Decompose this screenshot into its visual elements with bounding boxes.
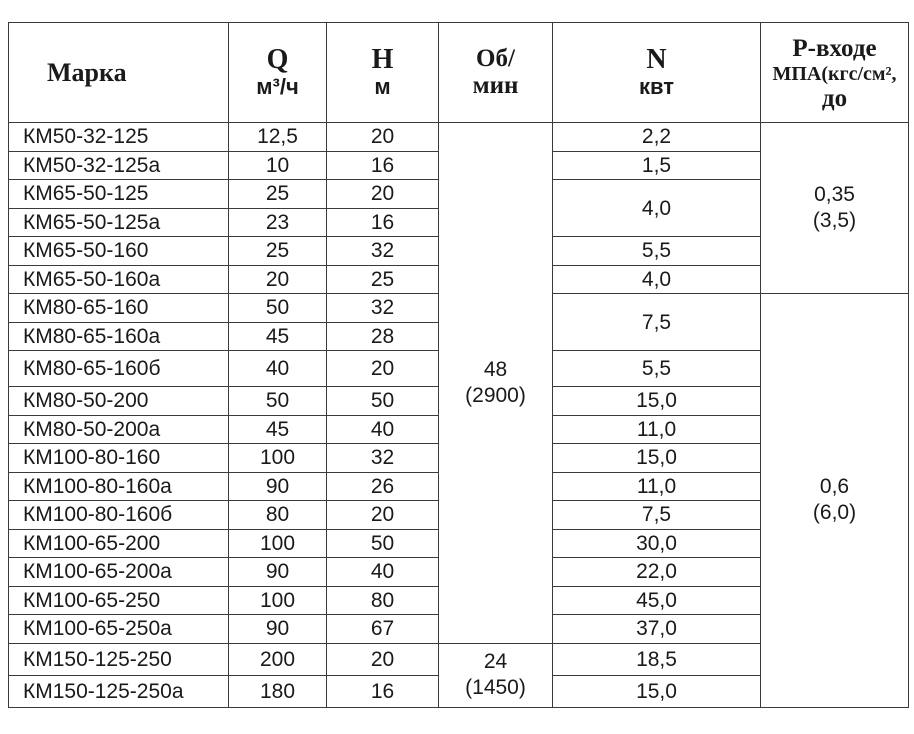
flow-cell: 45 <box>229 415 327 444</box>
header-rpm-line2: мин <box>472 71 519 99</box>
header-pressure-line1: Р-входе <box>792 34 877 62</box>
head-cell: 16 <box>327 151 439 180</box>
pressure-group-cell <box>761 294 909 708</box>
header-flow-symbol: Q <box>266 43 289 75</box>
flow-cell: 23 <box>229 208 327 237</box>
header-head-unit: м <box>374 74 391 100</box>
model-cell: КМ100-65-250 <box>9 586 229 615</box>
header-flow-unit: м³/ч <box>256 74 299 100</box>
head-cell: 32 <box>327 237 439 266</box>
head-cell: 40 <box>327 415 439 444</box>
flow-cell: 200 <box>229 643 327 675</box>
pressure-group-cell <box>761 123 909 294</box>
head-cell: 26 <box>327 472 439 501</box>
model-cell: КМ50-32-125 <box>9 123 229 152</box>
model-cell: КМ150-125-250 <box>9 643 229 675</box>
head-cell: 16 <box>327 208 439 237</box>
power-cell: 4,0 <box>553 265 761 294</box>
header-brand: Марка <box>9 23 229 123</box>
power-cell: 15,0 <box>553 675 761 707</box>
flow-cell: 100 <box>229 444 327 473</box>
head-cell: 20 <box>327 180 439 209</box>
power-cell: 37,0 <box>553 615 761 644</box>
power-cell: 15,0 <box>553 444 761 473</box>
pressure-value: 0,6 <box>819 475 850 498</box>
table-row <box>9 123 909 152</box>
flow-cell: 50 <box>229 387 327 416</box>
model-cell: КМ80-65-160б <box>9 351 229 387</box>
flow-cell: 90 <box>229 472 327 501</box>
head-cell: 20 <box>327 351 439 387</box>
head-cell: 50 <box>327 387 439 416</box>
pressure-value: 0,35 <box>814 182 855 206</box>
flow-cell: 20 <box>229 265 327 294</box>
flow-cell: 100 <box>229 586 327 615</box>
rpm-group-cell <box>439 123 553 644</box>
model-cell: КМ100-65-200а <box>9 558 229 587</box>
model-cell: КМ80-65-160а <box>9 322 229 351</box>
flow-cell: 25 <box>229 180 327 209</box>
header-power-unit: квт <box>638 74 675 100</box>
model-cell: КМ100-65-200 <box>9 529 229 558</box>
power-cell: 4,0 <box>553 180 761 237</box>
power-cell: 1,5 <box>553 151 761 180</box>
head-cell: 28 <box>327 322 439 351</box>
rpm-value: 48 <box>483 357 508 381</box>
power-cell: 11,0 <box>553 472 761 501</box>
flow-cell: 40 <box>229 351 327 387</box>
power-cell: 5,5 <box>553 351 761 387</box>
head-cell: 32 <box>327 444 439 473</box>
header-rpm-line1: Об/ <box>476 45 515 73</box>
header-head-symbol: Н <box>371 43 394 75</box>
flow-cell: 12,5 <box>229 123 327 152</box>
header-rpm <box>439 23 553 123</box>
header-head <box>327 23 439 123</box>
header-power <box>553 23 761 123</box>
header-pressure-line2: МПА(кгс/см², <box>772 62 897 85</box>
power-cell: 30,0 <box>553 529 761 558</box>
pressure-value-alt: (3,5) <box>812 209 857 232</box>
model-cell: КМ65-50-160 <box>9 237 229 266</box>
head-cell: 16 <box>327 675 439 707</box>
header-pressure-line3: до <box>821 84 848 112</box>
model-cell: КМ100-65-250а <box>9 615 229 644</box>
pump-spec-table <box>8 22 909 708</box>
model-cell: КМ80-65-160 <box>9 294 229 323</box>
power-cell: 5,5 <box>553 237 761 266</box>
model-cell: КМ100-80-160а <box>9 472 229 501</box>
flow-cell: 90 <box>229 615 327 644</box>
model-cell: КМ100-80-160б <box>9 501 229 530</box>
head-cell: 20 <box>327 501 439 530</box>
header-flow <box>229 23 327 123</box>
table-header-row <box>9 23 909 123</box>
power-cell: 18,5 <box>553 643 761 675</box>
power-cell: 45,0 <box>553 586 761 615</box>
head-cell: 50 <box>327 529 439 558</box>
model-cell: КМ50-32-125а <box>9 151 229 180</box>
model-cell: КМ80-50-200а <box>9 415 229 444</box>
power-cell: 15,0 <box>553 387 761 416</box>
head-cell: 20 <box>327 643 439 675</box>
power-cell: 7,5 <box>553 294 761 351</box>
model-cell: КМ150-125-250а <box>9 675 229 707</box>
head-cell: 40 <box>327 558 439 587</box>
head-cell: 32 <box>327 294 439 323</box>
flow-cell: 10 <box>229 151 327 180</box>
head-cell: 20 <box>327 123 439 152</box>
model-cell: КМ65-50-125а <box>9 208 229 237</box>
flow-cell: 25 <box>229 237 327 266</box>
power-cell: 22,0 <box>553 558 761 587</box>
flow-cell: 50 <box>229 294 327 323</box>
rpm-value-alt: (2900) <box>465 383 526 407</box>
rpm-value-alt: (1450) <box>465 676 526 699</box>
head-cell: 80 <box>327 586 439 615</box>
flow-cell: 80 <box>229 501 327 530</box>
header-pressure <box>761 23 909 123</box>
model-cell: КМ65-50-160а <box>9 265 229 294</box>
pressure-value-alt: (6,0) <box>812 501 857 525</box>
rpm-group-cell <box>439 643 553 707</box>
power-cell: 2,2 <box>553 123 761 152</box>
flow-cell: 180 <box>229 675 327 707</box>
power-cell: 11,0 <box>553 415 761 444</box>
header-power-symbol: N <box>646 43 667 75</box>
flow-cell: 90 <box>229 558 327 587</box>
model-cell: КМ65-50-125 <box>9 180 229 209</box>
flow-cell: 45 <box>229 322 327 351</box>
head-cell: 25 <box>327 265 439 294</box>
rpm-value: 24 <box>483 649 508 673</box>
flow-cell: 100 <box>229 529 327 558</box>
model-cell: КМ80-50-200 <box>9 387 229 416</box>
power-cell: 7,5 <box>553 501 761 530</box>
head-cell: 67 <box>327 615 439 644</box>
model-cell: КМ100-80-160 <box>9 444 229 473</box>
